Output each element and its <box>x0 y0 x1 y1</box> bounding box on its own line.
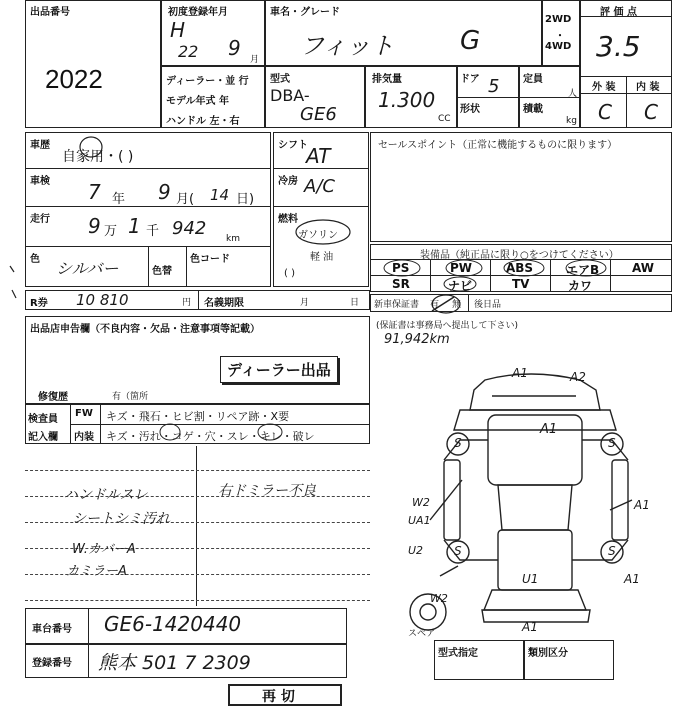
warranty-mark <box>424 293 464 315</box>
fuel-label: 燃料 <box>278 214 298 225</box>
mark-left-u2: U2 <box>408 544 424 557</box>
note-2: シートシミ汚れ <box>72 511 170 527</box>
mileage-label: 走行 <box>30 214 50 225</box>
mark-rear-a1: A1 <box>522 620 538 634</box>
mark-front-right: A2 <box>570 370 586 384</box>
warranty-has: 有 <box>430 300 440 310</box>
interior-label: 内 装 <box>636 82 660 93</box>
inspect-day-unit: 日) <box>236 192 255 207</box>
inspect-label: 車検 <box>30 176 50 187</box>
car-grade: G <box>460 26 481 56</box>
mileage-man-unit: 万 <box>104 224 118 239</box>
stray-marks <box>0 250 24 310</box>
dealer-label: ディーラー・並 行 <box>166 76 249 87</box>
inspect-month: 9 <box>158 180 171 204</box>
sales-label: セールスポイント（正常に機能するものに限ります） <box>378 140 618 151</box>
equip-aw: AW <box>632 261 654 275</box>
car-diagram <box>400 360 672 650</box>
mark-wheel-fr: S <box>608 436 616 450</box>
bottom-tab-label: 再 切 <box>262 689 295 705</box>
inspect-year-unit: 年 <box>112 192 126 207</box>
cc-unit: CC <box>438 114 451 124</box>
ac-value: A/C <box>304 176 335 197</box>
class-label: 類別区分 <box>528 648 568 659</box>
color-label: 色 <box>30 254 40 265</box>
shift-label: シフト <box>278 140 308 151</box>
int-marks <box>150 420 300 444</box>
warranty-label: 新車保証書 <box>374 300 420 310</box>
registration-value: 熊本 501 7 2309 <box>98 652 251 674</box>
load-label: 積載 <box>523 104 543 115</box>
reg-month-unit: 月 <box>250 55 260 65</box>
reg-era: H <box>170 18 186 42</box>
mark-wheel-fl: S <box>454 436 462 450</box>
repair-value: 有（箇所 <box>112 392 149 402</box>
mileage-man: 9 <box>88 214 101 238</box>
warranty-note: (保証書は事務局へ提出して下さい) <box>376 321 519 331</box>
equip-sr: SR <box>392 277 410 291</box>
color-value: シルバー <box>56 259 119 278</box>
cc-value: 1.300 <box>378 88 436 112</box>
fuel-light: 軽 油 <box>310 252 334 263</box>
mileage-sen-unit: 千 <box>146 224 160 239</box>
lot-number: 2022 <box>45 64 103 94</box>
equip-abs: ABS <box>506 261 534 275</box>
expiry-month-unit: 月 <box>300 298 310 308</box>
mark-right-a1a: A1 <box>634 498 650 512</box>
mark-front-left: A1 <box>512 366 528 380</box>
mileage-unit: km <box>226 234 240 244</box>
reg-label: 初度登録年月 <box>168 7 228 18</box>
color2-label: 色替 <box>152 266 172 277</box>
reg-year: 22 <box>178 42 199 61</box>
spare-label: スペア <box>408 629 436 639</box>
recycle-unit: 円 <box>182 298 192 308</box>
mileage-sen: 1 <box>128 214 141 238</box>
cc-label: 排気量 <box>372 74 402 85</box>
door-value: 5 <box>488 76 500 97</box>
mark-roof-u1: U1 <box>522 572 539 586</box>
note-5: 右ドミラー不良 <box>218 483 316 499</box>
lot-label: 出品番号 <box>30 7 70 18</box>
inspect-month-unit: 月( <box>176 192 195 207</box>
drive-2wd: 2WD <box>545 14 572 25</box>
equip-pw: PW <box>450 261 473 275</box>
mark-wheel-rr: S <box>608 544 616 558</box>
report-label: 出品店申告欄（不良内容・欠品・注意事項等記載） <box>30 324 260 335</box>
mark-right-a1b: A1 <box>624 572 640 586</box>
type-prefix: DBA- <box>270 86 310 105</box>
ac-label: 冷房 <box>278 176 298 187</box>
fw-label: FW <box>75 408 93 419</box>
equip-navi: ナビ <box>448 279 473 293</box>
expiry-label: 名義期限 <box>204 298 244 309</box>
color-code-label: 色コード <box>190 254 230 265</box>
inspect-day: 14 <box>210 186 230 204</box>
type-spec-label: 型式指定 <box>438 648 478 659</box>
interior-grade: C <box>644 100 658 124</box>
dealer-stamp: ディーラー出品 <box>220 356 338 383</box>
equip-airbag: エアB <box>566 263 600 277</box>
load-unit: kg <box>566 116 577 126</box>
warranty-mileage: 91,942km <box>384 332 450 347</box>
mileage-rest: 942 <box>172 218 207 239</box>
equip-marks <box>380 258 620 292</box>
mark-wheel-rl: S <box>454 544 462 558</box>
expiry-day-unit: 日 <box>350 298 360 308</box>
fw-items: キズ・飛石・ヒビ割・リペア跡・X要 <box>106 410 290 423</box>
inspect-year: 7 <box>88 180 101 204</box>
fuel-circle <box>294 218 352 246</box>
score-value: 3.5 <box>596 30 641 63</box>
drive-dot: ・ <box>555 31 565 42</box>
drive-4wd: 4WD <box>545 41 572 52</box>
fuel-gas: ガソリン <box>298 230 338 241</box>
mark-hood: A1 <box>540 422 558 437</box>
repair-label: 修復歴 <box>38 392 68 403</box>
note-3: W.カバーA <box>72 542 136 557</box>
fuel-paren: ( ) <box>284 268 295 279</box>
shift-value: AT <box>306 144 331 168</box>
mark-spare-w2: W2 <box>430 592 448 605</box>
int-items: キズ・汚れ・コゲ・穴・スレ・キレ・破レ <box>106 430 315 443</box>
recycle-amount: 10 810 <box>76 291 129 309</box>
history-circle <box>78 134 104 160</box>
exterior-grade: C <box>598 100 612 124</box>
after-label: 後日品 <box>474 300 502 310</box>
score-label: 評 価 点 <box>600 7 637 18</box>
type-code: GE6 <box>300 104 337 125</box>
cap-unit: 人 <box>568 89 578 99</box>
door-label: ドア <box>460 74 480 85</box>
cap-label: 定員 <box>523 74 543 85</box>
name-label: 車名・グレード <box>270 7 340 18</box>
note-1: ハンドルスレ <box>64 487 148 503</box>
chassis-value: GE6-1420440 <box>104 612 242 636</box>
mark-left-ua1: UA1 <box>408 514 431 527</box>
car-name: フィット <box>300 32 395 60</box>
inspector-label1: 検査員 <box>28 414 58 425</box>
equip-leather: カワ <box>568 279 593 293</box>
chassis-label: 車台番号 <box>32 624 72 635</box>
warranty-none: 無 <box>452 300 462 310</box>
equip-tv: TV <box>512 277 530 291</box>
shape-label: 形状 <box>460 104 480 115</box>
registration-label: 登録番号 <box>32 658 72 669</box>
equip-title: 装備品（純正品に限り○をつけてください） <box>420 250 619 261</box>
inspector-label2: 記入欄 <box>28 432 58 443</box>
recycle-label: R券 <box>30 298 48 309</box>
exterior-label: 外 装 <box>592 82 616 93</box>
note-4: カミラーA <box>66 564 127 579</box>
reg-month: 9 <box>228 36 241 60</box>
equip-ps: PS <box>392 261 410 275</box>
mark-left-w2: W2 <box>412 496 430 509</box>
history-label: 車歴 <box>30 140 50 151</box>
type-label: 型式 <box>270 74 290 85</box>
handle-label: ハンドル 左・右 <box>166 116 240 127</box>
history-value: 自家用・( ) <box>62 149 134 165</box>
model-year-label: モデル年式 年 <box>166 96 229 107</box>
int-label: 内装 <box>74 432 94 443</box>
